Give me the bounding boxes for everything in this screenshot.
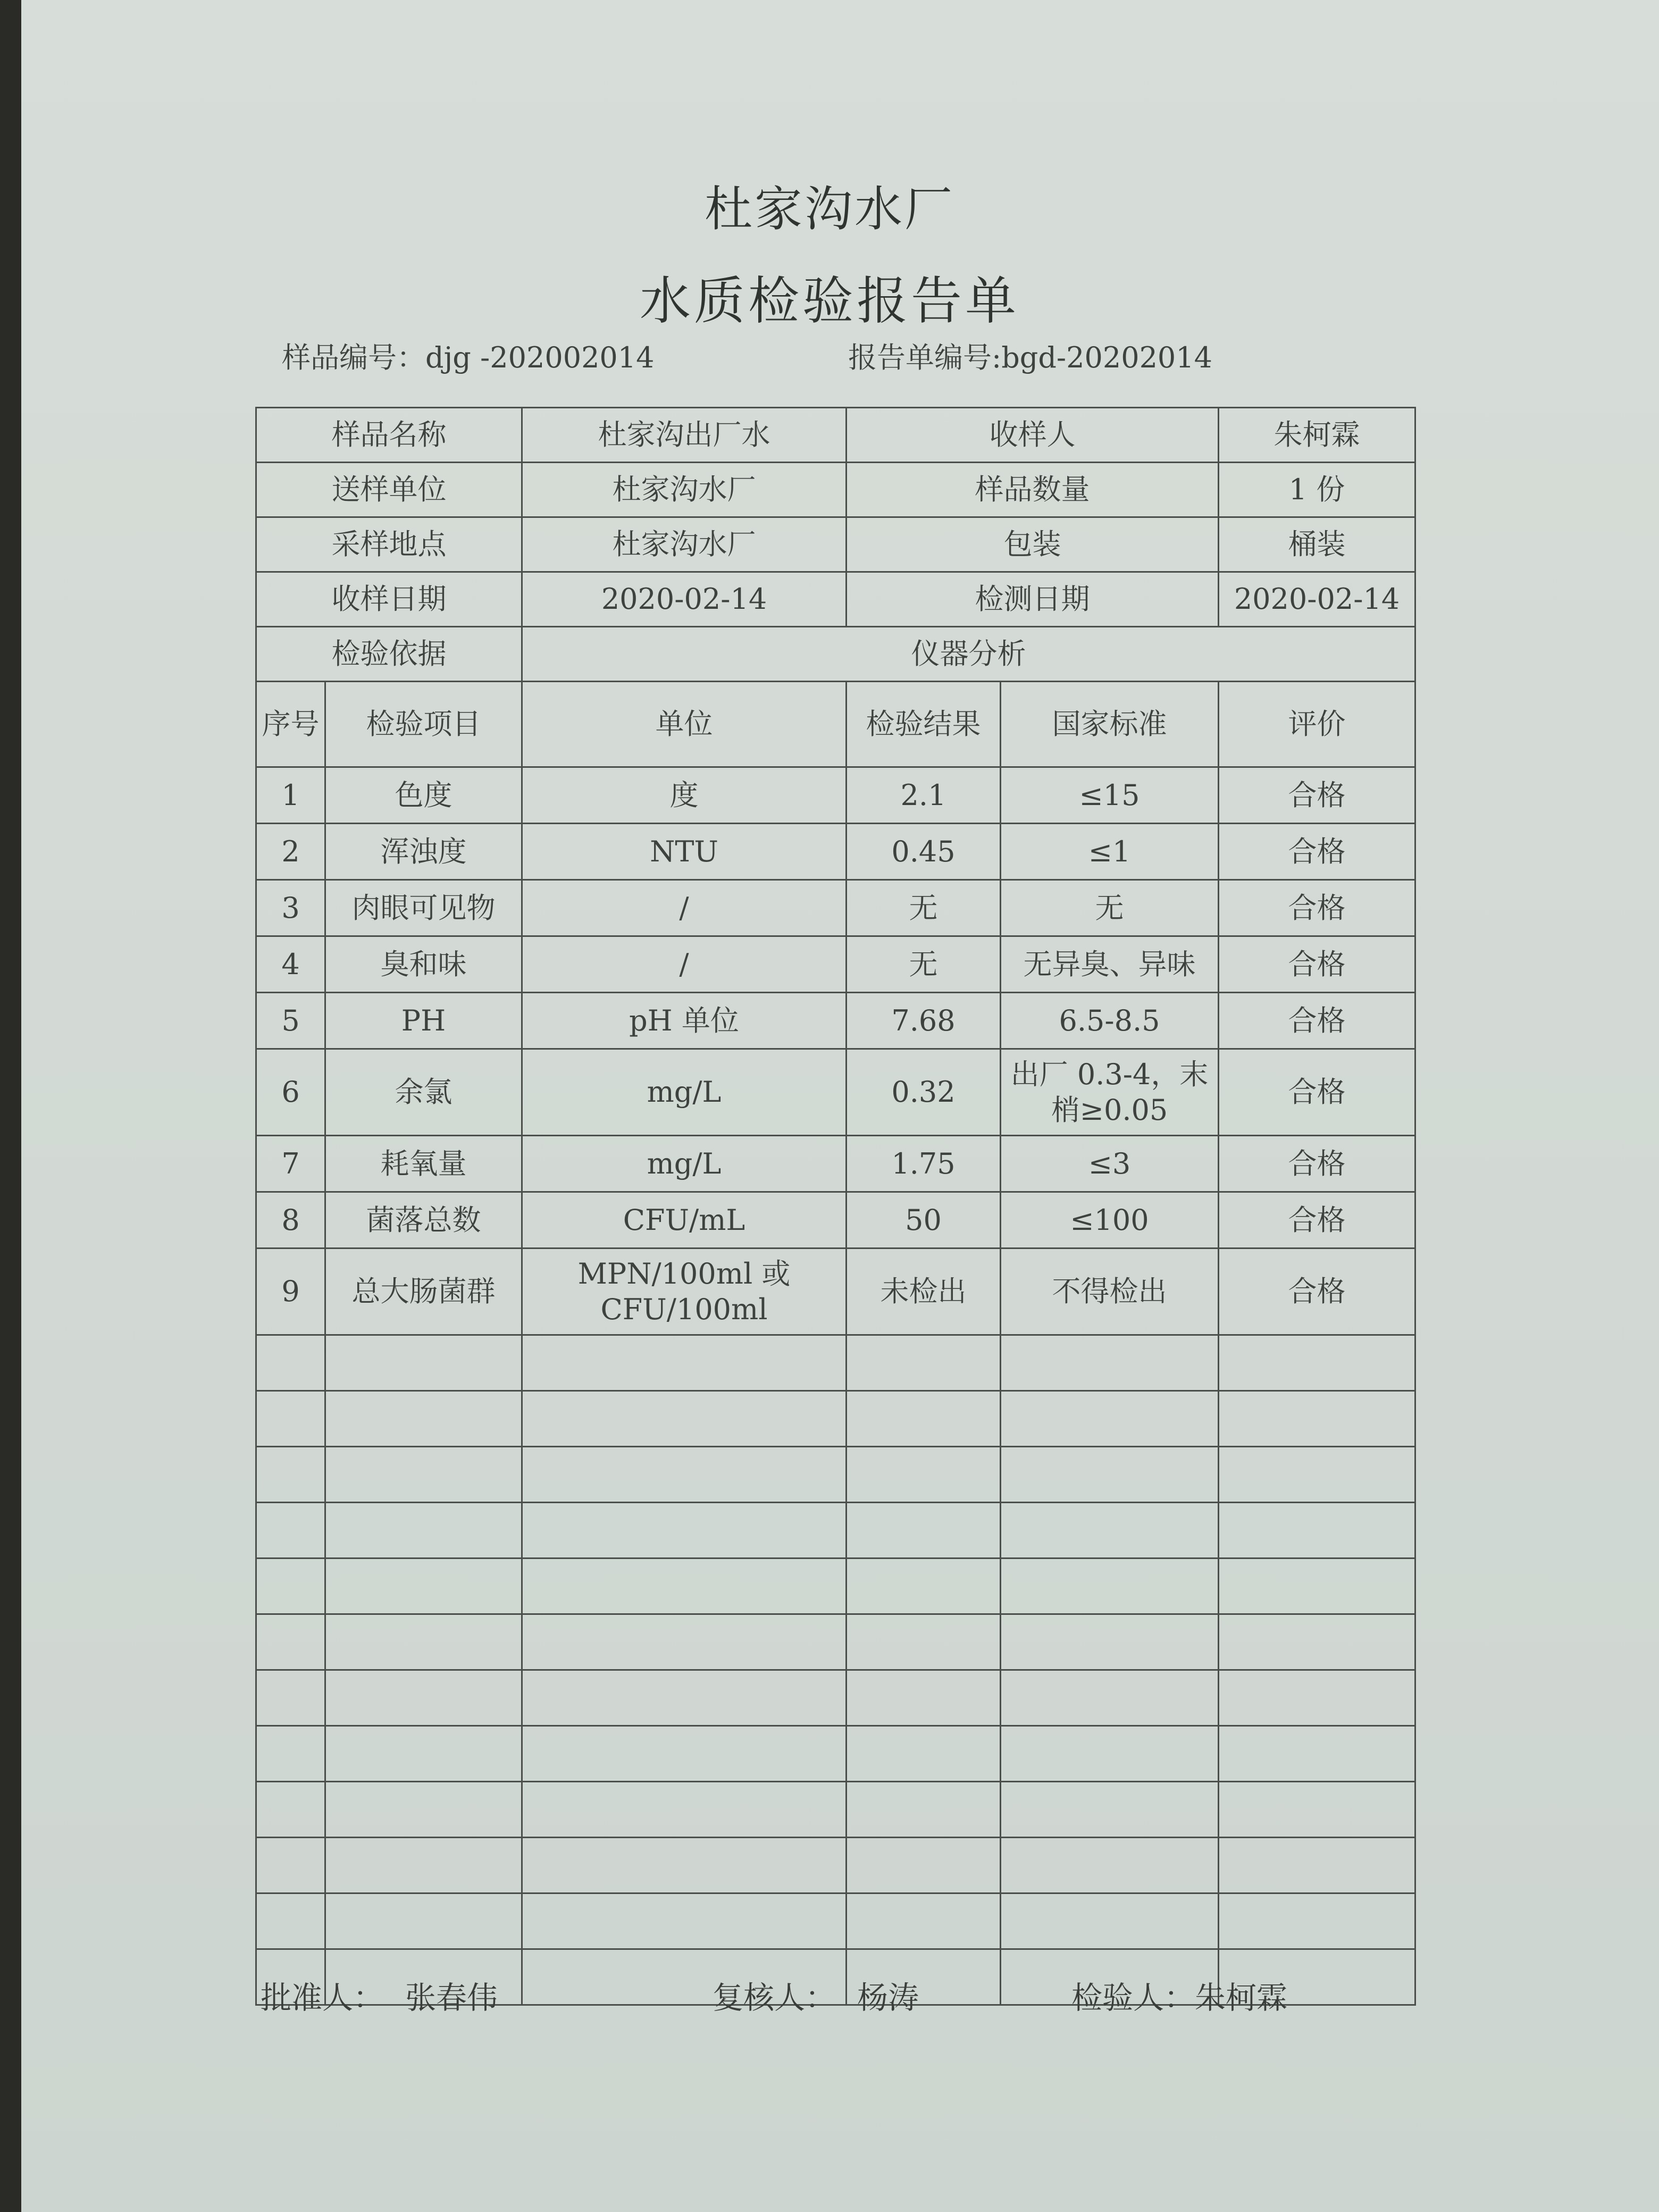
row-item: PH bbox=[325, 993, 522, 1049]
empty-cell bbox=[1219, 1559, 1415, 1614]
empty-row bbox=[256, 1503, 1415, 1559]
location-label: 采样地点 bbox=[256, 517, 522, 572]
row-standard: ≤3 bbox=[1001, 1136, 1219, 1192]
row-unit: / bbox=[522, 936, 847, 993]
empty-cell bbox=[256, 1670, 325, 1726]
approver-signature bbox=[261, 1973, 498, 2017]
row-item: 浑浊度 bbox=[325, 824, 522, 880]
empty-cell bbox=[1001, 1559, 1219, 1614]
quantity-label: 样品数量 bbox=[847, 463, 1219, 517]
column-header-result: 检验结果 bbox=[847, 682, 1001, 767]
column-header-seq: 序号 bbox=[256, 682, 325, 767]
row-item: 总大肠菌群 bbox=[325, 1249, 522, 1335]
sample-number-value: djg -202002014 bbox=[425, 341, 655, 374]
row-standard: ≤15 bbox=[1001, 767, 1219, 824]
empty-cell bbox=[1001, 1838, 1219, 1893]
empty-cell bbox=[325, 1391, 522, 1447]
table-row bbox=[256, 936, 1415, 993]
empty-row bbox=[256, 1782, 1415, 1838]
empty-cell bbox=[522, 1893, 847, 1949]
empty-cell bbox=[1219, 1670, 1415, 1726]
reviewer-label: 复核人： bbox=[713, 1980, 836, 2016]
table-row bbox=[256, 767, 1415, 824]
row-seq: 1 bbox=[256, 767, 325, 824]
empty-cell bbox=[325, 1726, 522, 1782]
row-result: 2.1 bbox=[847, 767, 1001, 824]
empty-cell bbox=[1001, 1503, 1219, 1559]
empty-cell bbox=[1001, 1726, 1219, 1782]
inspector-name: 朱柯霖 bbox=[1195, 1980, 1288, 2016]
empty-cell bbox=[1001, 1335, 1219, 1391]
empty-cell bbox=[847, 1503, 1001, 1559]
sample-number-line bbox=[282, 335, 655, 376]
empty-row bbox=[256, 1391, 1415, 1447]
empty-cell bbox=[1001, 1670, 1219, 1726]
empty-cell bbox=[1219, 1838, 1415, 1893]
empty-cell bbox=[256, 1726, 325, 1782]
empty-cell bbox=[325, 1670, 522, 1726]
row-evaluation: 合格 bbox=[1219, 1249, 1415, 1335]
empty-cell bbox=[256, 1893, 325, 1949]
row-standard: 6.5-8.5 bbox=[1001, 993, 1219, 1049]
empty-cell bbox=[325, 1447, 522, 1503]
approver-name: 张春伟 bbox=[405, 1980, 498, 2016]
empty-cell bbox=[847, 1391, 1001, 1447]
row-result: 无 bbox=[847, 880, 1001, 936]
sample-name-label: 样品名称 bbox=[256, 408, 522, 463]
empty-cell bbox=[522, 1503, 847, 1559]
inspection-table bbox=[255, 407, 1416, 2006]
column-header-row bbox=[256, 682, 1415, 767]
row-evaluation: 合格 bbox=[1219, 993, 1415, 1049]
report-number-label: 报告单编号: bbox=[848, 341, 1002, 374]
report-number-line bbox=[848, 335, 1212, 376]
row-evaluation: 合格 bbox=[1219, 936, 1415, 993]
empty-cell bbox=[1001, 1447, 1219, 1503]
row-unit: 度 bbox=[522, 767, 847, 824]
empty-row bbox=[256, 1838, 1415, 1893]
row-result: 50 bbox=[847, 1192, 1001, 1249]
row-seq: 5 bbox=[256, 993, 325, 1049]
empty-row bbox=[256, 1335, 1415, 1391]
row-seq: 4 bbox=[256, 936, 325, 993]
row-seq: 9 bbox=[256, 1249, 325, 1335]
info-row-location bbox=[256, 517, 1415, 572]
receiver-value: 朱柯霖 bbox=[1219, 408, 1415, 463]
empty-cell bbox=[847, 1726, 1001, 1782]
row-standard: 无 bbox=[1001, 880, 1219, 936]
empty-cell bbox=[1001, 1614, 1219, 1670]
empty-cell bbox=[847, 1447, 1001, 1503]
empty-row bbox=[256, 1670, 1415, 1726]
table-row bbox=[256, 824, 1415, 880]
row-item: 余氯 bbox=[325, 1049, 522, 1136]
row-standard: 不得检出 bbox=[1001, 1249, 1219, 1335]
row-result: 0.32 bbox=[847, 1049, 1001, 1136]
column-header-item: 检验项目 bbox=[325, 682, 522, 767]
empty-row bbox=[256, 1893, 1415, 1949]
empty-cell bbox=[325, 1335, 522, 1391]
empty-cell bbox=[325, 1782, 522, 1838]
table-row bbox=[256, 993, 1415, 1049]
row-evaluation: 合格 bbox=[1219, 767, 1415, 824]
empty-cell bbox=[522, 1726, 847, 1782]
empty-cell bbox=[256, 1838, 325, 1893]
info-row-dates bbox=[256, 572, 1415, 627]
plant-name: 杜家沟水厂 bbox=[705, 181, 954, 237]
test-date-label: 检测日期 bbox=[847, 572, 1219, 627]
empty-cell bbox=[522, 1838, 847, 1893]
table-row bbox=[256, 1192, 1415, 1249]
row-seq: 8 bbox=[256, 1192, 325, 1249]
empty-cell bbox=[1219, 1391, 1415, 1447]
row-item: 肉眼可见物 bbox=[325, 880, 522, 936]
empty-cell bbox=[1219, 1447, 1415, 1503]
row-standard: 出厂 0.3-4，末梢≥0.05 bbox=[1001, 1049, 1219, 1136]
sample-number-label: 样品编号： bbox=[282, 341, 425, 374]
empty-cell bbox=[1219, 1893, 1415, 1949]
row-result: 无 bbox=[847, 936, 1001, 993]
empty-cell bbox=[1001, 1893, 1219, 1949]
row-result: 未检出 bbox=[847, 1249, 1001, 1335]
quantity-value: 1 份 bbox=[1219, 463, 1415, 517]
empty-cell bbox=[847, 1614, 1001, 1670]
empty-cell bbox=[1001, 1391, 1219, 1447]
row-item: 菌落总数 bbox=[325, 1192, 522, 1249]
reviewer-signature bbox=[713, 1973, 919, 2017]
empty-cell bbox=[847, 1838, 1001, 1893]
empty-cell bbox=[256, 1559, 325, 1614]
row-item: 色度 bbox=[325, 767, 522, 824]
row-unit: CFU/mL bbox=[522, 1192, 847, 1249]
empty-row bbox=[256, 1614, 1415, 1670]
empty-cell bbox=[522, 1447, 847, 1503]
empty-cell bbox=[847, 1335, 1001, 1391]
empty-row bbox=[256, 1447, 1415, 1503]
inspector-signature bbox=[1071, 1973, 1287, 2017]
empty-cell bbox=[1219, 1503, 1415, 1559]
empty-cell bbox=[256, 1503, 325, 1559]
row-result: 0.45 bbox=[847, 824, 1001, 880]
empty-cell bbox=[256, 1447, 325, 1503]
empty-cell bbox=[847, 1559, 1001, 1614]
row-standard: 无异臭、异味 bbox=[1001, 936, 1219, 993]
row-unit: NTU bbox=[522, 824, 847, 880]
empty-cell bbox=[1219, 1335, 1415, 1391]
row-seq: 2 bbox=[256, 824, 325, 880]
empty-cell bbox=[1219, 1726, 1415, 1782]
table-row bbox=[256, 1049, 1415, 1136]
empty-cell bbox=[847, 1782, 1001, 1838]
row-evaluation: 合格 bbox=[1219, 824, 1415, 880]
empty-cell bbox=[522, 1559, 847, 1614]
inspector-label: 检验人： bbox=[1071, 1980, 1195, 2016]
sender-value: 杜家沟水厂 bbox=[522, 463, 847, 517]
empty-cell bbox=[325, 1893, 522, 1949]
test-date-value: 2020-02-14 bbox=[1219, 572, 1415, 627]
reviewer-name: 杨涛 bbox=[857, 1980, 919, 2016]
receiver-label: 收样人 bbox=[847, 408, 1219, 463]
empty-cell bbox=[522, 1782, 847, 1838]
basis-value: 仪器分析 bbox=[522, 627, 1415, 682]
row-evaluation: 合格 bbox=[1219, 880, 1415, 936]
row-seq: 7 bbox=[256, 1136, 325, 1192]
row-unit: mg/L bbox=[522, 1049, 847, 1136]
info-row-sender bbox=[256, 463, 1415, 517]
empty-cell bbox=[847, 1670, 1001, 1726]
column-header-unit: 单位 bbox=[522, 682, 847, 767]
row-result: 1.75 bbox=[847, 1136, 1001, 1192]
row-seq: 6 bbox=[256, 1049, 325, 1136]
info-row-basis bbox=[256, 627, 1415, 682]
column-header-standard: 国家标准 bbox=[1001, 682, 1219, 767]
empty-cell bbox=[325, 1838, 522, 1893]
packaging-label: 包装 bbox=[847, 517, 1219, 572]
empty-cell bbox=[522, 1670, 847, 1726]
row-seq: 3 bbox=[256, 880, 325, 936]
empty-cell bbox=[847, 1893, 1001, 1949]
info-row-sample-name bbox=[256, 408, 1415, 463]
empty-cell bbox=[522, 1391, 847, 1447]
empty-cell bbox=[1219, 1614, 1415, 1670]
row-unit: MPN/100ml 或 CFU/100ml bbox=[522, 1249, 847, 1335]
empty-cell bbox=[1219, 1782, 1415, 1838]
empty-cell bbox=[325, 1503, 522, 1559]
basis-label: 检验依据 bbox=[256, 627, 522, 682]
row-standard: ≤1 bbox=[1001, 824, 1219, 880]
row-unit: mg/L bbox=[522, 1136, 847, 1192]
empty-row bbox=[256, 1559, 1415, 1614]
row-result: 7.68 bbox=[847, 993, 1001, 1049]
row-evaluation: 合格 bbox=[1219, 1192, 1415, 1249]
row-standard: ≤100 bbox=[1001, 1192, 1219, 1249]
table-row bbox=[256, 880, 1415, 936]
report-number-value: bgd-20202014 bbox=[1001, 341, 1213, 374]
receive-date-value: 2020-02-14 bbox=[522, 572, 847, 627]
report-title: 水质检验报告单 bbox=[640, 271, 1019, 331]
empty-cell bbox=[256, 1614, 325, 1670]
approver-label: 批准人： bbox=[261, 1980, 384, 2016]
receive-date-label: 收样日期 bbox=[256, 572, 522, 627]
row-unit: pH 单位 bbox=[522, 993, 847, 1049]
packaging-value: 桶装 bbox=[1219, 517, 1415, 572]
empty-cell bbox=[325, 1614, 522, 1670]
empty-cell bbox=[325, 1559, 522, 1614]
column-header-evaluation: 评价 bbox=[1219, 682, 1415, 767]
empty-cell bbox=[256, 1335, 325, 1391]
empty-cell bbox=[1001, 1782, 1219, 1838]
table-row bbox=[256, 1249, 1415, 1335]
row-item: 臭和味 bbox=[325, 936, 522, 993]
row-unit: / bbox=[522, 880, 847, 936]
table-row bbox=[256, 1136, 1415, 1192]
empty-cell bbox=[256, 1782, 325, 1838]
empty-cell bbox=[522, 1335, 847, 1391]
row-item: 耗氧量 bbox=[325, 1136, 522, 1192]
empty-cell bbox=[522, 1614, 847, 1670]
sender-label: 送样单位 bbox=[256, 463, 522, 517]
row-evaluation: 合格 bbox=[1219, 1136, 1415, 1192]
empty-row bbox=[256, 1726, 1415, 1782]
sample-name-value: 杜家沟出厂水 bbox=[522, 408, 847, 463]
row-evaluation: 合格 bbox=[1219, 1049, 1415, 1136]
location-value: 杜家沟水厂 bbox=[522, 517, 847, 572]
empty-cell bbox=[256, 1391, 325, 1447]
